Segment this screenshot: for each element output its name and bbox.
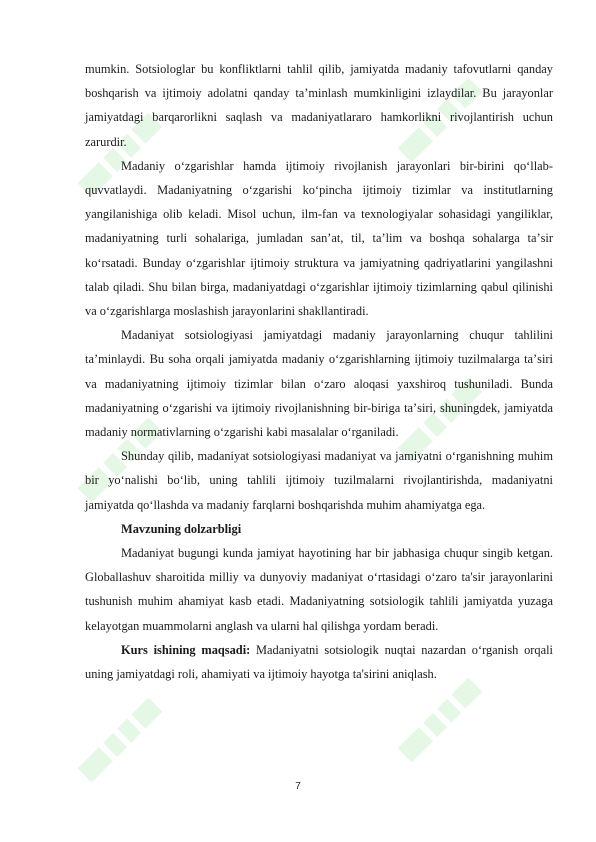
body-text <box>85 57 553 686</box>
page-number: 7 <box>295 781 301 792</box>
paragraph: Madaniyat sotsiologiyasi jamiyatdagi madaniy jarayonlarning chuqur tahlilini taʼminlaydi. Bu soha orqali jamiyatda madaniy oʻzgarishlarning ijtimoiy tuzilmalarga taʼsiri va madaniyatning ijtimoiy tizimlar bilan oʻzaro aloqasi yaxshiroq tushuniladi. Bunda madaniyatning oʻzgarishi va ijtimoiy rivojlanishning bir-biriga taʼsiri, shuningdek, jamiyatda madaniy normativlarning oʻzgarishi kabi masalalar oʻrganiladi. <box>85 328 553 440</box>
goal-label: Kurs ishining maqsadi: <box>121 642 251 657</box>
paragraph: mumkin. Sotsiologlar bu konfliktlarni tahlil qilib, jamiyatda madaniy tafovutlarni qanday boshqarish va ijtimoiy adolatni qanday taʼminlash mumkinligini izlaydilar. Bu jarayonlar jamiyatdagi barqarorlikni saqlash va madaniyatlararo hamkorlikni rivojlantirish uchun zarurdir. <box>85 62 553 149</box>
paragraph-goal <box>85 638 553 686</box>
paragraph: Shunday qilib, madaniyat sotsiologiyasi madaniyat va jamiyatni oʻrganishning muhim bir yoʻnalishi boʻlib, uning tahlili ijtimoiy tuzilmalarni rivojlantirishda, madaniyatni jamiyatda qoʻllashda va madaniy farqlarni boshqarishda muhim ahamiyatga ega. <box>85 449 553 512</box>
goal-text: Madaniyatni sotsiologik nuqtai nazardan oʻrganish orqali uning jamiyatdagi roli, ahamiyati va ijtimoiy hayotga ta'sirini aniqlash. <box>85 642 553 682</box>
paragraph: Madaniy oʻzgarishlar hamda ijtimoiy rivojlanish jarayonlari bir-birini qoʻllab-quvvatlaydi. Madaniyatning oʻzgarishi koʻpincha ijtimoiy tizimlar va institutlarning yangilanishiga olib keladi. Misol uchun, ilm-fan va texnologiyalar sohasidagi yangiliklar, madaniyatning turli sohalariga, jumladan sanʼat, til, taʼlim va boshqa sohalarga taʼsir koʻrsatadi. Bunday oʻzgarishlar ijtimoiy struktura va jamiyatning qadriyatlarini yangilashni talab qiladi. Shu bilan birga, madaniyatdagi oʻzgarishlar ijtimoiy tizimlarning qabul qilinishi va oʻzgarishlarga moslashish jarayonlarini shakllantiradi. <box>85 158 553 319</box>
paragraph: Madaniyat bugungi kunda jamiyat hayotining har bir jabhasiga chuqur singib ketgan. Globallashuv sharoitida milliy va dunyoviy madaniyat oʻrtasidagi oʻzaro ta'sir jarayonlarini tushunish muhim ahamiyat kasb etadi. Madaniyatning sotsiologik tahlili jamiyatda yuzaga kelayotgan muammolarni anglash va ularni hal qilishga yordam beradi. <box>85 546 553 633</box>
section-heading: Mavzuning dolzarbligi <box>121 521 242 536</box>
